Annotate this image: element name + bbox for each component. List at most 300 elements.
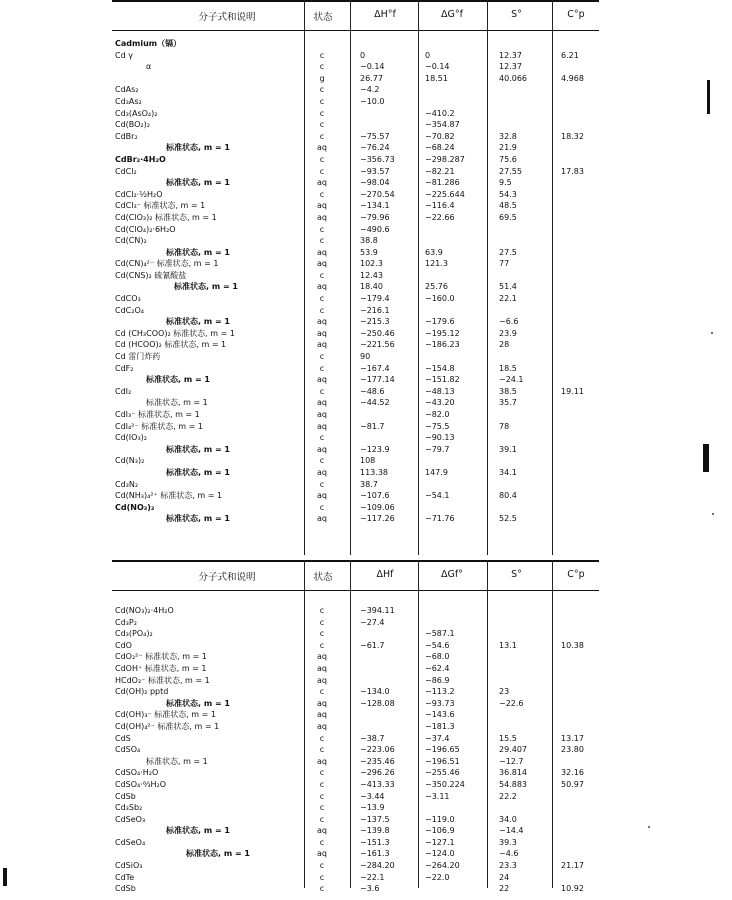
table-row: [112, 848, 599, 860]
scan-mark: [703, 444, 709, 472]
heat-capacity-cell: 21.17: [561, 861, 584, 871]
enthalpy-cell: −250.46: [360, 328, 395, 338]
enthalpy-cell: −98.04: [360, 178, 390, 188]
entropy-cell: 15.5: [499, 733, 517, 743]
table-row: [112, 200, 599, 212]
state-cell: c: [319, 120, 325, 130]
table-row: [112, 640, 599, 652]
formula-cell: 标准状态, m = 1: [166, 178, 230, 188]
state-cell: aq: [317, 282, 327, 292]
formula-cell: 标准状态, m = 1: [166, 467, 230, 477]
formula-cell: Cd(CN)₄²⁻ 标准状态, m = 1: [115, 259, 219, 269]
state-cell: c: [319, 62, 325, 72]
table-row: [112, 363, 599, 375]
table-row: [112, 455, 599, 467]
enthalpy-cell: −123.9: [360, 444, 390, 454]
state-cell: aq: [317, 710, 327, 720]
enthalpy-cell: −0.14: [360, 62, 385, 72]
state-cell: c: [319, 352, 325, 362]
formula-cell: Cd(CN)₂: [115, 236, 147, 246]
entropy-cell: −4.6: [499, 849, 519, 859]
state-cell: c: [319, 687, 325, 697]
table-row: [112, 721, 599, 733]
gibbs-cell: −22.66: [425, 212, 455, 222]
state-cell: c: [319, 433, 325, 443]
gibbs-cell: −54.1: [425, 491, 450, 501]
formula-cell: CdO₂²⁻ 标准状态, m = 1: [115, 652, 207, 662]
formula-cell: Cd(OH)₂ pptd: [115, 687, 169, 697]
heat-capacity-cell: 10.38: [561, 640, 584, 650]
gibbs-cell: −160.0: [425, 294, 455, 304]
gibbs-cell: −93.73: [425, 698, 455, 708]
table-row: [112, 651, 599, 663]
gibbs-cell: −143.6: [425, 710, 455, 720]
gibbs-cell: −86.9: [425, 675, 450, 685]
formula-cell: α: [146, 62, 152, 72]
table-row: [112, 73, 599, 85]
table-row: [112, 84, 599, 96]
enthalpy-cell: −109.06: [360, 502, 395, 512]
entropy-cell: 34.1: [499, 467, 517, 477]
state-cell: aq: [317, 328, 327, 338]
enthalpy-cell: −4.2: [360, 85, 380, 95]
table-row: [112, 154, 599, 166]
enthalpy-cell: −75.57: [360, 131, 390, 141]
table-1-body: [112, 31, 599, 525]
formula-cell: 标准状态, m = 1: [166, 698, 230, 708]
state-cell: c: [319, 640, 325, 650]
gibbs-cell: −410.2: [425, 108, 455, 118]
enthalpy-cell: −270.54: [360, 189, 395, 199]
entropy-cell: 35.7: [499, 398, 517, 408]
state-cell: c: [319, 872, 325, 882]
state-cell: c: [319, 629, 325, 639]
table-row: [112, 444, 599, 456]
formula-cell: Cadmium（镉）: [115, 39, 182, 48]
state-cell: c: [319, 884, 325, 894]
gibbs-cell: 147.9: [425, 467, 448, 477]
entropy-cell: 23.9: [499, 328, 517, 338]
table-row: [112, 733, 599, 745]
table-row: [112, 316, 599, 328]
gibbs-cell: −127.1: [425, 837, 455, 847]
formula-cell: CdCl₃⁻ 标准状态, m = 1: [115, 201, 206, 211]
enthalpy-cell: 12.43: [360, 270, 383, 280]
table-row: [112, 166, 599, 178]
heat-capacity-cell: 19.11: [561, 386, 584, 396]
formula-cell: CdS: [115, 733, 131, 743]
state-cell: aq: [317, 721, 327, 731]
enthalpy-cell: −128.08: [360, 698, 395, 708]
state-cell: aq: [317, 444, 327, 454]
entropy-cell: −22.6: [499, 698, 524, 708]
table-row: [112, 142, 599, 154]
entropy-cell: 48.5: [499, 201, 517, 211]
enthalpy-cell: −79.96: [360, 212, 390, 222]
entropy-cell: 28: [499, 340, 510, 350]
enthalpy-cell: −93.57: [360, 166, 390, 176]
gibbs-cell: −82.21: [425, 166, 455, 176]
formula-cell: Cd₃Sb₂: [115, 803, 143, 813]
formula-cell: CdSb: [115, 791, 136, 801]
state-cell: aq: [317, 247, 327, 257]
state-cell: c: [319, 50, 325, 60]
table-row: [112, 212, 599, 224]
state-cell: c: [319, 236, 325, 246]
enthalpy-cell: −38.7: [360, 733, 385, 743]
formula-cell: CdSO₄·⁸⁄₃H₂O: [115, 779, 167, 789]
gibbs-cell: −71.76: [425, 514, 455, 524]
state-cell: c: [319, 479, 325, 489]
header-state: 状态: [313, 572, 333, 583]
state-cell: c: [319, 108, 325, 118]
formula-cell: CdTe: [115, 872, 135, 882]
header-cp: C°p: [567, 9, 585, 20]
enthalpy-cell: 18.40: [360, 282, 383, 292]
table-row: [112, 802, 599, 814]
entropy-cell: 54.883: [499, 779, 527, 789]
gibbs-cell: −116.4: [425, 201, 455, 211]
formula-cell: Cd(NH₃)₄²⁺ 标准状态, m = 1: [115, 491, 223, 501]
gibbs-cell: −154.8: [425, 363, 455, 373]
formula-cell: 标准状态, m = 1: [146, 375, 210, 385]
state-cell: aq: [317, 178, 327, 188]
entropy-cell: 22.2: [499, 791, 517, 801]
gibbs-cell: −298.287: [425, 154, 465, 164]
formula-cell: CdCl₂: [115, 166, 137, 176]
enthalpy-cell: −134.1: [360, 201, 390, 211]
table-row: [112, 293, 599, 305]
gibbs-cell: −255.46: [425, 768, 460, 778]
table-row: [112, 189, 599, 201]
formula-cell: Cd₃(PO₄)₂: [115, 629, 153, 639]
state-cell: aq: [317, 259, 327, 269]
state-cell: c: [319, 779, 325, 789]
table-row: [112, 96, 599, 108]
enthalpy-cell: 113.38: [360, 467, 388, 477]
enthalpy-cell: −167.4: [360, 363, 390, 373]
formula-cell: CdBr₂: [115, 131, 138, 141]
formula-cell: 标准状态, m = 1: [166, 143, 230, 153]
gibbs-cell: −181.3: [425, 721, 455, 731]
entropy-cell: 80.4: [499, 491, 517, 501]
enthalpy-cell: −223.06: [360, 745, 395, 755]
gibbs-cell: −90.13: [425, 433, 455, 443]
formula-cell: Cd(NO₃)₂·4H₂O: [115, 606, 174, 615]
state-cell: c: [319, 224, 325, 234]
state-cell: c: [319, 768, 325, 778]
heat-capacity-cell: 32.16: [561, 768, 584, 778]
formula-cell: CdSO₄·H₂O: [115, 768, 159, 778]
table-row: [112, 119, 599, 131]
enthalpy-cell: −235.46: [360, 756, 395, 766]
table-row: [112, 502, 599, 514]
entropy-cell: 22: [499, 884, 510, 894]
table-1-header: [112, 0, 599, 31]
formula-cell: CdI₃⁻ 标准状态, m = 1: [115, 410, 200, 419]
state-cell: aq: [317, 698, 327, 708]
header-dh: ΔHf: [376, 569, 394, 580]
entropy-cell: 51.4: [499, 282, 517, 292]
enthalpy-cell: 102.3: [360, 259, 383, 269]
formula-cell: 标准状态, m = 1: [146, 756, 208, 766]
entropy-cell: 54.3: [499, 189, 517, 199]
gibbs-cell: −151.82: [425, 375, 460, 385]
enthalpy-cell: −215.3: [360, 317, 390, 327]
enthalpy-cell: −10.0: [360, 96, 385, 106]
table-row: [112, 270, 599, 282]
table-row: [112, 872, 599, 884]
state-cell: aq: [317, 340, 327, 350]
table-row: [112, 814, 599, 826]
formula-cell: CdO: [115, 640, 132, 650]
heat-capacity-cell: 10.92: [561, 884, 584, 894]
formula-cell: Cd(N₃)₂: [115, 456, 145, 466]
entropy-cell: 29.407: [499, 745, 527, 755]
gibbs-cell: −43.20: [425, 398, 455, 408]
gibbs-cell: −82.0: [425, 410, 450, 419]
entropy-cell: 22.1: [499, 294, 517, 304]
state-cell: c: [319, 294, 325, 304]
state-cell: c: [319, 131, 325, 141]
table-row: [112, 663, 599, 675]
state-cell: aq: [317, 756, 327, 766]
entropy-cell: −24.1: [499, 375, 524, 385]
table-row: [112, 351, 599, 363]
formula-cell: 标准状态, m = 1: [166, 317, 230, 327]
table-row: [112, 756, 599, 768]
header-s: S°: [511, 9, 522, 20]
table-row: [112, 235, 599, 247]
formula-cell: 标准状态, m = 1: [166, 247, 230, 257]
state-cell: c: [319, 861, 325, 871]
formula-cell: Cd₃As₂: [115, 96, 142, 106]
formula-cell: CdSb: [115, 884, 136, 894]
gibbs-cell: −81.286: [425, 178, 460, 188]
state-cell: c: [319, 96, 325, 106]
entropy-cell: 12.37: [499, 50, 522, 60]
entropy-cell: 36.814: [499, 768, 527, 778]
state-cell: aq: [317, 398, 327, 408]
state-cell: aq: [317, 421, 327, 431]
state-cell: aq: [317, 849, 327, 859]
entropy-cell: 40.066: [499, 73, 527, 83]
heat-capacity-cell: 13.17: [561, 733, 584, 743]
heat-capacity-cell: 4.968: [561, 73, 584, 83]
enthalpy-cell: 108: [360, 456, 376, 466]
gibbs-cell: −225.644: [425, 189, 465, 199]
state-cell: aq: [317, 491, 327, 501]
gibbs-cell: −3.11: [425, 791, 450, 801]
enthalpy-cell: −3.6: [360, 884, 380, 894]
entropy-cell: −6.6: [499, 317, 519, 327]
formula-cell: Cd(ClO₄)₂·6H₂O: [115, 224, 176, 234]
state-cell: aq: [317, 143, 327, 153]
gibbs-cell: −196.51: [425, 756, 460, 766]
gibbs-cell: −22.0: [425, 872, 450, 882]
table-row: [112, 397, 599, 409]
gibbs-cell: 0: [425, 50, 431, 60]
enthalpy-cell: −48.6: [360, 386, 385, 396]
state-cell: c: [319, 305, 325, 315]
table-row: [112, 177, 599, 189]
table-row: [112, 38, 599, 50]
gibbs-cell: −75.5: [425, 421, 450, 431]
table-row: [112, 513, 599, 525]
header-dg: ΔG°f: [441, 9, 463, 20]
entropy-cell: 24: [499, 872, 510, 882]
gibbs-cell: −124.0: [425, 849, 455, 859]
formula-cell: Cd(CNS)₂ 硫氰酸盐: [115, 270, 187, 280]
heat-capacity-cell: 18.32: [561, 131, 584, 141]
header-s: S°: [511, 569, 522, 580]
formula-cell: Cd₃P₂: [115, 617, 137, 627]
table-row: [112, 281, 599, 293]
formula-cell: Cd(BO₂)₂: [115, 120, 150, 130]
state-cell: aq: [317, 201, 327, 211]
enthalpy-cell: −216.1: [360, 305, 390, 315]
state-cell: c: [319, 456, 325, 466]
scan-speck: [712, 513, 714, 515]
entropy-cell: 32.8: [499, 131, 517, 141]
gibbs-cell: −54.6: [425, 640, 450, 650]
table-row: [112, 686, 599, 698]
header-dh: ΔH°f: [374, 9, 396, 20]
gibbs-cell: −37.4: [425, 733, 450, 743]
table-row: [112, 883, 599, 895]
state-cell: g: [319, 73, 325, 83]
table-row: [112, 50, 599, 62]
table-row: [112, 698, 599, 710]
state-cell: aq: [317, 467, 327, 477]
table-row: [112, 305, 599, 317]
state-cell: c: [319, 386, 325, 396]
formula-cell: CdSeO₃: [115, 814, 146, 824]
entropy-cell: 39.1: [499, 444, 517, 454]
state-cell: c: [319, 154, 325, 164]
enthalpy-cell: −44.52: [360, 398, 390, 408]
gibbs-cell: −62.4: [425, 663, 450, 673]
gibbs-cell: −119.0: [425, 814, 455, 824]
formula-cell: Cd γ: [115, 50, 133, 60]
entropy-cell: −14.4: [499, 826, 524, 836]
formula-cell: CdCl₂·½H₂O: [115, 189, 163, 199]
table-row: [112, 675, 599, 687]
state-cell: aq: [317, 317, 327, 327]
state-cell: c: [319, 502, 325, 512]
state-cell: c: [319, 814, 325, 824]
entropy-cell: 75.6: [499, 154, 517, 164]
entropy-cell: 18.5: [499, 363, 517, 373]
formula-cell: 标准状态, m = 1: [166, 826, 230, 836]
table-row: [112, 744, 599, 756]
table-row: [112, 767, 599, 779]
enthalpy-cell: −179.4: [360, 294, 390, 304]
state-cell: c: [319, 270, 325, 280]
gibbs-cell: −0.14: [425, 62, 450, 72]
gibbs-cell: −106.9: [425, 826, 455, 836]
enthalpy-cell: −413.33: [360, 779, 395, 789]
enthalpy-cell: −296.26: [360, 768, 395, 778]
enthalpy-cell: −81.7: [360, 421, 385, 431]
formula-cell: CdCO₃: [115, 294, 141, 304]
entropy-cell: 34.0: [499, 814, 517, 824]
heat-capacity-cell: 23.80: [561, 745, 584, 755]
state-cell: aq: [317, 826, 327, 836]
formula-cell: CdF₂: [115, 363, 134, 373]
enthalpy-cell: 38.8: [360, 236, 378, 246]
formula-cell: 标准状态, m = 1: [174, 282, 238, 292]
entropy-cell: 69.5: [499, 212, 517, 222]
gibbs-cell: −113.2: [425, 687, 455, 697]
formula-cell: CdSeO₄: [115, 837, 146, 847]
table-row: [112, 709, 599, 721]
formula-cell: Cd 雷门炸药: [115, 352, 161, 362]
table-row: [112, 409, 599, 421]
table-row: [112, 258, 599, 270]
formula-cell: CdSiO₃: [115, 861, 143, 871]
gibbs-cell: −79.7: [425, 444, 450, 454]
formula-cell: Cd(NO₃)₂: [115, 502, 155, 512]
table-row: [112, 339, 599, 351]
enthalpy-cell: −22.1: [360, 872, 385, 882]
enthalpy-cell: −161.3: [360, 849, 390, 859]
state-cell: aq: [317, 375, 327, 385]
formula-cell: CdI₄²⁻ 标准状态, m = 1: [115, 421, 203, 431]
entropy-cell: −12.7: [499, 756, 524, 766]
gibbs-cell: −186.23: [425, 340, 460, 350]
gibbs-cell: −350.224: [425, 779, 465, 789]
state-cell: c: [319, 85, 325, 95]
entropy-cell: 21.9: [499, 143, 517, 153]
table-row: [112, 386, 599, 398]
header-state: 状态: [313, 12, 333, 23]
formula-cell: Cd(IO₃)₂: [115, 433, 147, 443]
state-cell: c: [319, 166, 325, 176]
state-cell: aq: [317, 663, 327, 673]
table-row: [112, 628, 599, 640]
entropy-cell: 52.5: [499, 514, 517, 524]
scan-speck: [711, 332, 713, 334]
table-row: [112, 467, 599, 479]
gibbs-cell: −264.20: [425, 861, 460, 871]
enthalpy-cell: 53.9: [360, 247, 378, 257]
table-row: [112, 328, 599, 340]
enthalpy-cell: −134.0: [360, 687, 390, 697]
enthalpy-cell: −284.20: [360, 861, 395, 871]
enthalpy-cell: −76.24: [360, 143, 390, 153]
state-cell: c: [319, 791, 325, 801]
enthalpy-cell: −107.6: [360, 491, 390, 501]
enthalpy-cell: −3.44: [360, 791, 385, 801]
entropy-cell: 23.3: [499, 861, 517, 871]
state-cell: aq: [317, 514, 327, 524]
formula-cell: Cd (HCOO)₂ 标准状态, m = 1: [115, 340, 227, 350]
formula-cell: Cd(OH)₄²⁻ 标准状态, m = 1: [115, 721, 220, 731]
enthalpy-cell: −137.5: [360, 814, 390, 824]
scan-speck: [648, 826, 650, 828]
entropy-cell: 12.37: [499, 62, 522, 72]
formula-cell: CdC₂O₄: [115, 305, 144, 315]
gibbs-cell: −354.87: [425, 120, 460, 130]
enthalpy-cell: −61.7: [360, 640, 385, 650]
state-cell: aq: [317, 212, 327, 222]
formula-cell: CdSO₄: [115, 745, 141, 755]
enthalpy-cell: −177.14: [360, 375, 395, 385]
enthalpy-cell: 0: [360, 50, 366, 60]
table-2-body: [112, 591, 599, 895]
header-dg: ΔGf°: [441, 569, 463, 580]
